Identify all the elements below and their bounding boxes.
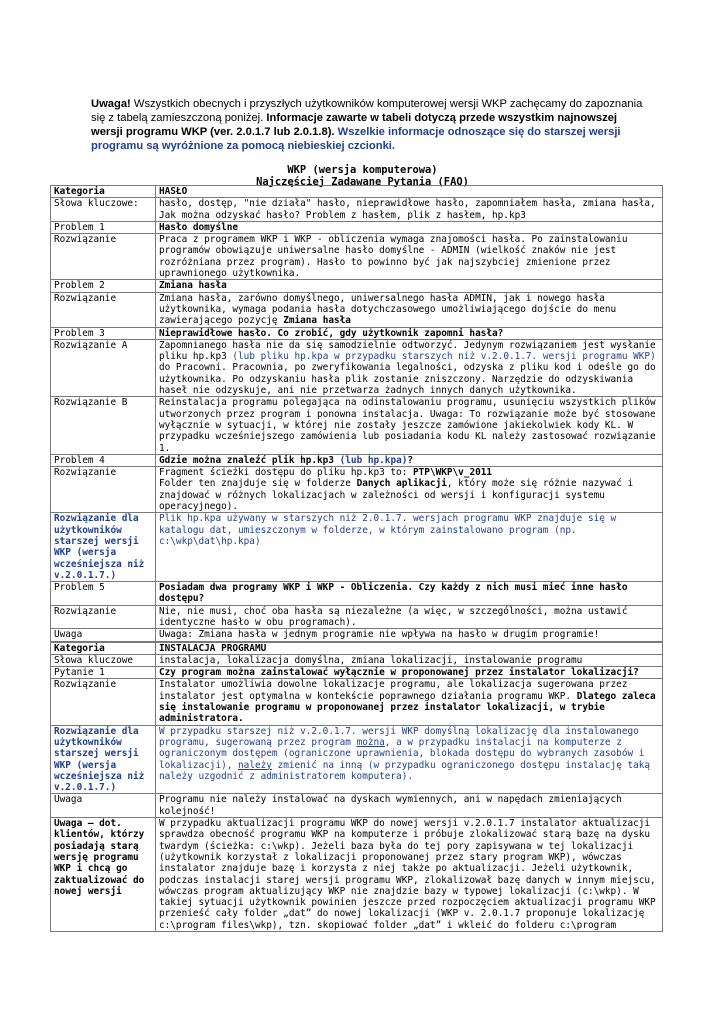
table-row <box>51 186 663 198</box>
problem-label: Problem 2 <box>51 280 156 292</box>
solution-text: , który może się różnie nazywać i znajdować w różnych lokalizacjach w zależności od wersji i konfiguracji systemu operacyjnego). <box>159 478 634 513</box>
solution-value <box>156 467 663 513</box>
solution-label: Rozwiązanie <box>51 605 156 629</box>
problem-value: Hasło domyślne <box>156 221 663 233</box>
solution-text: Fragment ścieżki dostępu do pliku hp.kp3 to: <box>159 467 408 479</box>
table-row <box>51 642 663 655</box>
table-row <box>51 725 663 794</box>
faq-table <box>50 185 663 932</box>
update-note-value: W przypadku aktualizacji programu WKP do nowej wersji v.2.0.1.7 instalator aktualizacji sprawdza obecność programu WKP na komputerze i próbuje zlokalizować starą bazę na dysku twardym (ścieżka: c:\wkp). Jeżeli baza była do tej pory zapisywana w tej lokalizacji (użytkownik korzystał z lokalizacji proponowanej przez stary program WKP), wówczas instalator znajduje bazę i korzysta z niej także po aktualizacji. Jeżeli użytkownik, podczas instalacji starej wersji programu WKP, zlokalizował bazę danych w innym miejscu, wówczas program aktualizujący WKP nie znajdzie bazy w typowej lokalizacji (c:\wkp). W takiej sytuacji użytkownik powinien jeszcze przed rozpoczęciem aktualizacji programu WKP przenieść cały folder „dat” do nowej lokalizacji (WKP v. 2.0.1.7 proponuje lokalizację c:\program files\wkp), tzn. skopiować folder „dat” i wkleić do folderu c:\program <box>156 818 663 932</box>
keywords-value: hasło, dostęp, "nie działa" hasło, nieprawidłowe hasło, zapomniałem hasła, zmiana hasła, Jak można odzyskać hasło? Problem z hasłem, plik z hasłem, hp.kp3 <box>156 198 663 222</box>
problem-value: Zmiana hasła <box>156 280 663 292</box>
solution-value <box>156 339 663 396</box>
table-row <box>51 818 663 932</box>
intro-blue-note: Wszelkie informacje odnoszące się do starszej wersji programu są wyróżnione za pomocą niebieskiej czcionki. <box>91 126 621 152</box>
table-row <box>51 629 663 642</box>
table-row <box>51 513 663 582</box>
solution-text: Folder ten znajduje się w folderze <box>159 478 351 490</box>
table-row <box>51 397 663 454</box>
old-version-value: Plik hp.kpa używany w starszych niż 2.0.1.7. wersjach programu WKP znajduje się w katalogu dat, umieszczonym w folderze, w którym zainstalowano program (np. c:\wkp\dat\hp.kpa) <box>156 513 663 582</box>
solution-text: Zapomnianego hasła nie da się samodzielnie odtworzyć. Jedynym rozwiązaniem jest wysłanie pliku hp.kp3 <box>159 339 656 363</box>
solution-text-bold: Dlatego zaleca się instalowanie programu w proponowanej przez instalator lokalizacji, w trybie administratora. <box>159 690 656 725</box>
note-label: Uwaga <box>51 629 156 642</box>
category-value: HASŁO <box>156 186 663 198</box>
problem-label: Problem 3 <box>51 327 156 339</box>
table-row <box>51 679 663 725</box>
question-value: Czy program można zainstalować wyłącznie w proponowanej przez instalator lokalizacji? <box>156 667 663 679</box>
solution-value <box>156 292 663 327</box>
table-row <box>51 654 663 666</box>
problem-text: Gdzie można znaleźć plik hp.kp3 <box>159 454 334 466</box>
category-label: Kategoria <box>51 642 156 655</box>
solution-label: Rozwiązanie <box>51 292 156 327</box>
problem-label: Problem 5 <box>51 582 156 606</box>
solution-text-blue: (lub pliku hp.kpa w przypadku starszych niż v.2.0.1.7. wersji programu WKP) <box>232 351 656 363</box>
solution-label: Rozwiązanie <box>51 679 156 725</box>
solution-text-bold: Danych aplikacji <box>356 478 447 490</box>
solution-value <box>156 679 663 725</box>
solution-text: do Pracowni. Pracownia, po zweryfikowania legalności, odzyska z pliku kod i odeśle go do użytkownika. Po odzyskaniu hasła plik zostanie zniszczony. Narzędzie do odzyskiwania haseł nie odzyskuje, ani nie przetwarza żadnych innych danych użytkownika. <box>159 362 656 397</box>
problem-label: Problem 4 <box>51 454 156 466</box>
keywords-value: instalacja, lokalizacja domyślna, zmiana lokalizacji, instalowanie programu <box>156 654 663 666</box>
solution-label: Rozwiązanie A <box>51 339 156 396</box>
problem-text-end: ? <box>407 454 414 466</box>
solution-text: Zmiana hasła, zarówno domyślnego, uniwersalnego hasła ADMIN, jak i nowego hasła użytkownika, wymaga podania hasła dotychczasowego umożliwiającego dojście do menu zawierającego pozycję <box>159 292 617 327</box>
problem-text-blue: (lub hp.kpa) <box>339 454 408 466</box>
solution-label: Rozwiązanie B <box>51 397 156 454</box>
old-version-label: Rozwiązanie dla użytkowników starszej wersji WKP (wersja wcześniejsza niż v.2.0.1.7.) <box>51 725 156 794</box>
intro-version-note: Informacje zawarte w tabeli dotyczą przede wszystkim najnowszej wersji programu WKP (ver. 2.0.1.7 lub 2.0.1.8). <box>91 112 618 138</box>
table-row <box>51 234 663 280</box>
old-text: , a w przypadku instalacji na komputerze z ograniczonym dostępem (ograniczone uprawnienia, blokada dostępu do wybranych zasobów i lokalizacji), <box>159 736 645 771</box>
keywords-label: Słowa kluczowe: <box>51 198 156 222</box>
solution-value: Reinstalacja programu polegająca na odinstalowaniu programu, usunięciu wszystkich plików utworzonych przez program i ponowna instalacja. Uwaga: To rozwiązanie może być stosowane wyłącznie w sytuacji, w której nie zostały jeszcze zamówione jakiekolwiek kody KL. W przypadku wcześniejszego zamówienia lub posiadania kodu KL należy zastosować rozwiązanie 1. <box>156 397 663 454</box>
table-row <box>51 198 663 222</box>
doc-title-line1: WKP (wersja komputerowa) <box>287 164 438 176</box>
category-value: INSTALACJA PROGRAMU <box>156 642 663 655</box>
note-value: Programu nie należy instalować na dyskach wymiennych, ani w napędach zmieniających kolejność! <box>156 794 663 818</box>
note-label: Uwaga <box>51 794 156 818</box>
category-label: Kategoria <box>51 186 156 198</box>
solution-label: Rozwiązanie <box>51 467 156 513</box>
table-row <box>51 292 663 327</box>
solution-text-bold: Zmiana hasła <box>283 315 351 327</box>
table-row <box>51 794 663 818</box>
table-row <box>51 454 663 466</box>
solution-value: Nie, nie musi, choć oba hasła są niezależne (a więc, w szczególności, można ustawić identyczne hasło w obu programach). <box>156 605 663 629</box>
old-text-underlined: można <box>356 736 385 748</box>
update-note-label: Uwaga – dot. klientów, którzy posiadają starą wersję programu WKP i chcą go zaktualizować do nowej wersji <box>51 818 156 932</box>
old-text-underlined: należy <box>238 759 272 771</box>
old-text: W przypadku starszej niż v.2.0.1.7. wersji WKP domyślną lokalizację dla instalowanego programu, sugerowaną przez program <box>159 725 639 748</box>
solution-value: Praca z programem WKP i WKP - obliczenia wymaga znajomości hasła. Po zainstalowaniu programów obowiązuje uniwersalne hasło domyślne - ADMIN (wielkość znaków nie jest rozróżniana przez program). Hasło to powinno być jak najszybciej zmienione przez uprawnionego użytkownika. <box>156 234 663 280</box>
problem-label: Problem 1 <box>51 221 156 233</box>
solution-text: Instalator umożliwia dowolne lokalizacje programu, ale lokalizacja sugerowana przez instalator jest optymalna w kontekście poprawnego działania programu WKP. <box>159 679 628 702</box>
note-value: Uwaga: Zmiana hasła w jednym programie nie wpływa na hasło w drugim programie! <box>156 629 663 642</box>
table-row <box>51 605 663 629</box>
table-row <box>51 467 663 513</box>
problem-value: Posiadam dwa programy WKP i WKP - Obliczenia. Czy każdy z nich musi mieć inne hasło dostępu? <box>156 582 663 606</box>
doc-title-line2: Najczęściej Zadawane Pytania (FAQ) <box>256 176 469 188</box>
table-row <box>51 327 663 339</box>
keywords-label: Słowa kluczowe <box>51 654 156 666</box>
problem-value: Nieprawidłowe hasło. Co zrobić, gdy użytkownik zapomni hasła? <box>156 327 663 339</box>
intro-notice <box>91 97 644 153</box>
old-version-label: Rozwiązanie dla użytkowników starszej wersji WKP (wersja wcześniejsza niż v.2.0.1.7.) <box>51 513 156 582</box>
solution-label: Rozwiązanie <box>51 234 156 280</box>
old-version-value <box>156 725 663 794</box>
problem-value <box>156 454 663 466</box>
warning-label: Uwaga! <box>91 98 131 110</box>
intro-text: Wszystkich obecnych i przyszłych użytkowników komputerowej wersji WKP zachęcamy do zapoznania się z tabelą zamieszczoną poniżej. <box>91 98 643 124</box>
question-label: Pytanie 1 <box>51 667 156 679</box>
table-row <box>51 280 663 292</box>
old-text: zmienić na inną (w przypadku ograniczonego dostępu instalację taką należy uzgodnić z administratorem komputera). <box>159 759 651 782</box>
table-row <box>51 667 663 679</box>
table-row <box>51 221 663 233</box>
path-text: PTP\WKP\v_2011 <box>413 467 493 479</box>
table-row <box>51 582 663 606</box>
table-row <box>51 339 663 396</box>
